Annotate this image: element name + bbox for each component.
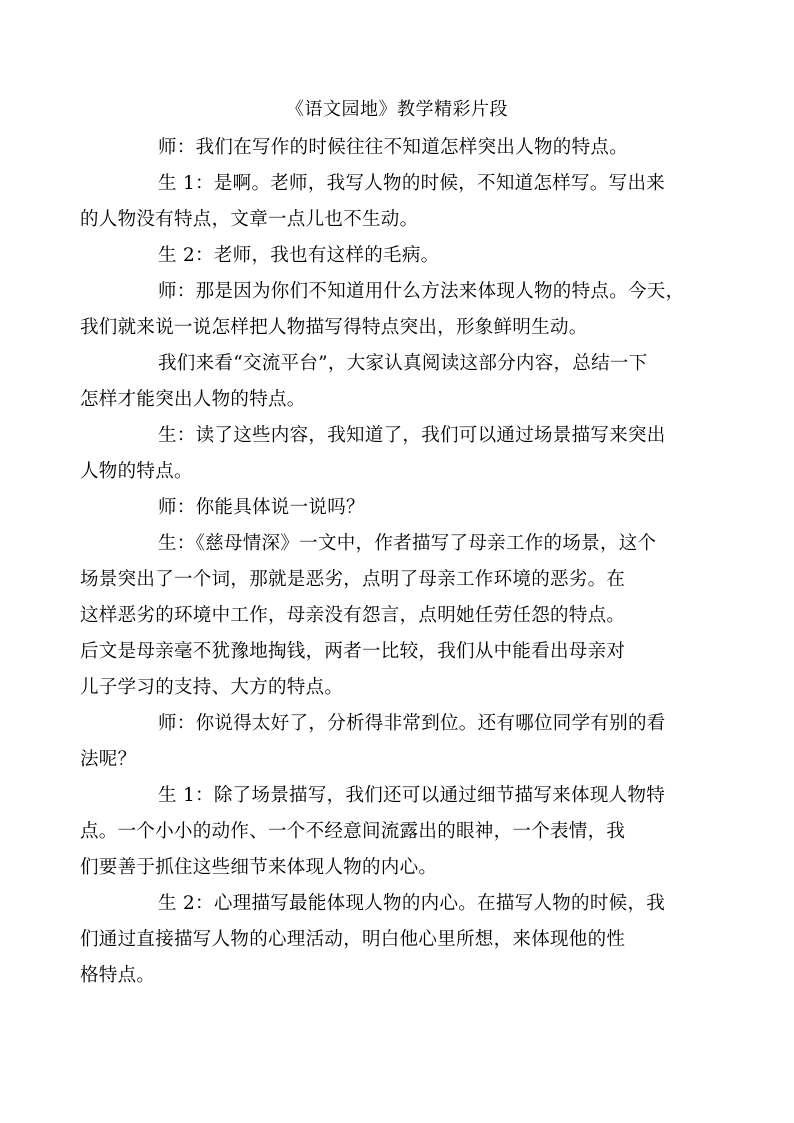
paragraph-line: 们要善于抓住这些细节来体现人物的内心。	[80, 857, 438, 878]
paragraph-10	[80, 778, 681, 886]
paragraph-5	[80, 346, 681, 418]
paragraph-line: 生：《慈母情深》一文中，作者描写了母亲工作的场景，这个	[158, 533, 657, 554]
paragraph-line: 生 2：老师，我也有这样的毛病。	[158, 245, 440, 266]
document-body	[80, 130, 685, 994]
paragraph-11	[80, 886, 681, 994]
paragraph-line: 我们就来说一说怎样把人物描写得特点突出，形象鲜明生动。	[80, 317, 588, 338]
paragraph-line: 生：读了这些内容，我知道了，我们可以通过场景描写来突出	[158, 425, 666, 446]
paragraph-line: 生 2：心理描写最能体现人物的内心。在描写人物的时候，我	[158, 893, 666, 914]
paragraph-line: 师：我们在写作的时候往往不知道怎样突出人物的特点。	[158, 137, 629, 158]
paragraph-4	[80, 274, 685, 346]
paragraph-line: 法呢？	[80, 749, 137, 770]
paragraph-6	[80, 418, 681, 490]
paragraph-line: 这样恶劣的环境中工作，母亲没有怨言，点明她任劳任怨的特点。	[80, 605, 626, 626]
paragraph-line: 们通过直接描写人物的心理活动，明白他心里所想，来体现他的性	[80, 929, 626, 950]
paragraph-line: 人物的特点。	[80, 461, 193, 482]
paragraph-line: 生 1：除了场景描写，我们还可以通过细节描写来体现人物特	[158, 785, 666, 806]
paragraph-9	[80, 706, 681, 778]
paragraph-3	[119, 238, 681, 274]
paragraph-7	[119, 490, 681, 526]
paragraph-line: 的人物没有特点，文章一点儿也不生动。	[80, 209, 419, 230]
paragraph-line: 师：你能具体说一说吗？	[158, 497, 365, 518]
paragraph-1	[119, 130, 681, 166]
paragraph-line: 师：你说得太好了，分析得非常到位。还有哪位同学有别的看	[158, 713, 666, 734]
paragraph-line: 后文是母亲毫不犹豫地掏钱，两者一比较，我们从中能看出母亲对	[80, 641, 626, 662]
document-title: 《语文园地》教学精彩片段	[286, 99, 508, 120]
paragraph-8	[80, 526, 681, 706]
paragraph-line: 怎样才能突出人物的特点。	[80, 389, 306, 410]
paragraph-line: 点。一个小小的动作、一个不经意间流露出的眼神，一个表情，我	[80, 821, 626, 842]
paragraph-2	[80, 166, 681, 238]
paragraph-line: 儿子学习的支持、大方的特点。	[80, 677, 344, 698]
paragraph-line: 生 1：是啊。老师，我写人物的时候，不知道怎样写。写出来	[158, 173, 666, 194]
paragraph-line: 场景突出了一个词，那就是恶劣，点明了母亲工作环境的恶劣。在	[80, 569, 626, 590]
paragraph-line: 我们来看“交流平台”，大家认真阅读这部分内容，总结一下	[158, 353, 648, 374]
paragraph-line: 格特点。	[80, 965, 156, 986]
paragraph-line: 师：那是因为你们不知道用什么方法来体现人物的特点。今天，	[158, 281, 685, 302]
